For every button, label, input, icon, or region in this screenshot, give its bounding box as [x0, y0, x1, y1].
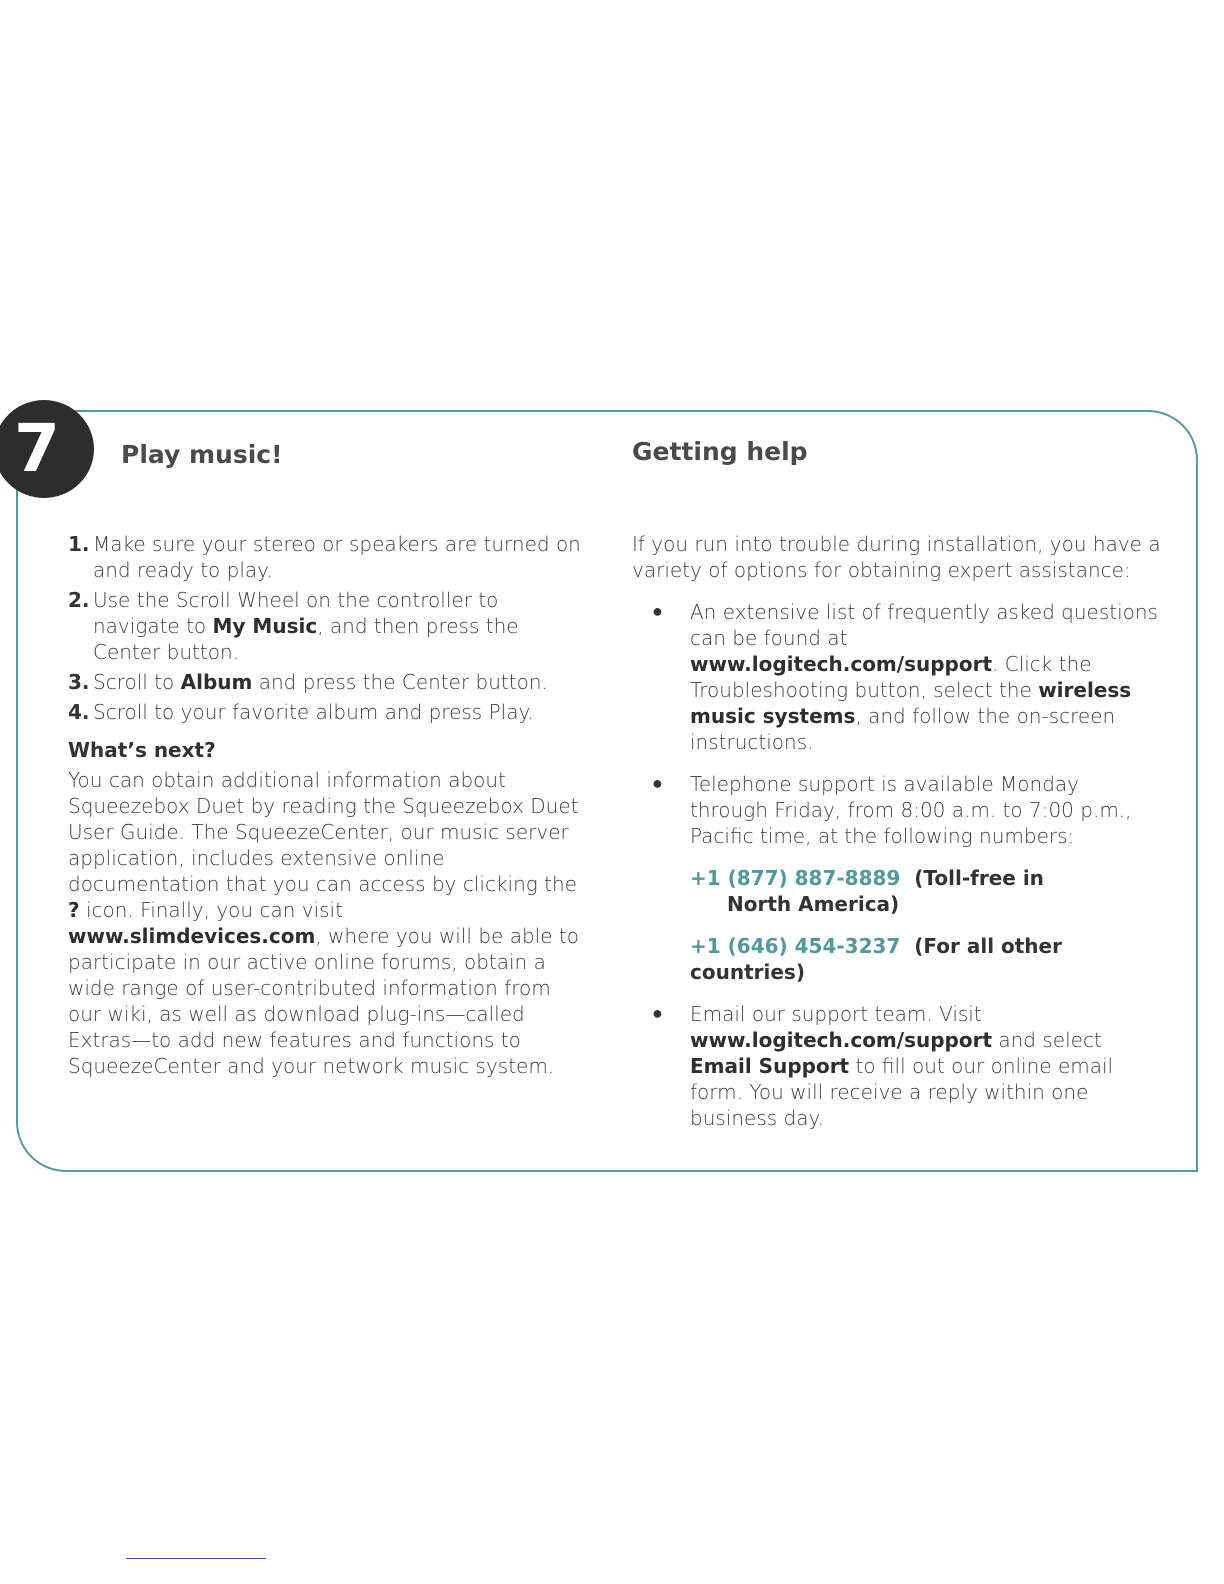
steps-list	[68, 531, 588, 725]
help-item-text	[690, 600, 1158, 754]
text-run: . Click the Troubleshooting button, select the	[690, 652, 1092, 702]
footer-rule	[126, 1558, 266, 1559]
text-run: and press the Center button.	[252, 670, 548, 694]
bullet-icon: ●	[652, 773, 663, 794]
whats-next-paragraph	[68, 767, 588, 1079]
phone-note: (Toll-free in	[914, 866, 1044, 890]
bold-text: www.slimdevices.com	[68, 924, 316, 948]
help-item-email	[632, 1001, 1162, 1131]
bullet-icon: ●	[652, 1003, 663, 1024]
phone-number[interactable]: +1 (877) 887-8889	[690, 866, 901, 890]
step-number: 2.	[68, 588, 90, 612]
phone-note: (For all other countries)	[690, 934, 1062, 984]
phone-line-international	[690, 933, 1162, 985]
help-item-faq	[632, 599, 1162, 755]
step-item	[68, 587, 588, 665]
step-number: 3.	[68, 670, 90, 694]
help-item-text	[690, 772, 1132, 848]
bold-text: My Music	[212, 614, 318, 638]
phone-note-cont: North America)	[727, 892, 900, 916]
text-run: , and then press the Center button.	[93, 614, 519, 664]
bold-text: wireless music systems	[690, 678, 1132, 728]
bold-text: www.logitech.com/support	[690, 652, 993, 676]
help-item-text	[690, 1002, 1113, 1130]
left-column	[68, 531, 588, 1079]
step-item	[68, 699, 588, 725]
step-number-badge: 7	[0, 400, 94, 498]
text-run: Scroll to your favorite album and press Play.	[93, 700, 534, 724]
bold-text: Album	[180, 670, 253, 694]
text-run: You can obtain additional information about Squeezebox Duet by reading the Squeezebox Duet User Guide. The SqueezeCenter, our music server application, includes extensive online documentation that you can access by clicking the	[68, 768, 579, 896]
help-intro: If you run into trouble during installation, you have a variety of options for obtaining expert assistance:	[632, 532, 1161, 582]
phone-line-toll-free	[690, 865, 1162, 917]
bold-text: www.logitech.com/support	[690, 1028, 993, 1052]
bullet-icon: ●	[652, 601, 663, 622]
text-run: Telephone support is available Monday through Friday, from 8:00 a.m. to 7:00 p.m., Pacific time, at the following numbers:	[690, 772, 1132, 848]
text-run: Use the Scroll Wheel on the controller to navigate to	[93, 588, 499, 638]
text-run: to fill out our online email form. You will receive a reply within one business day.	[690, 1054, 1114, 1130]
bold-text: Email Support	[690, 1054, 850, 1078]
text-run: , where you will be able to participate in our active online forums, obtain a wide range of user-contributed information from our wiki, as well as download plug-ins—called Extras—to add new features and functions to SqueezeCenter and your network music system.	[68, 924, 579, 1078]
step-item	[68, 531, 588, 583]
text-run: An extensive list of frequently asked questions can be found at	[690, 600, 1158, 650]
step-number: 4.	[68, 700, 90, 724]
text-run: and select	[992, 1028, 1102, 1052]
help-options-list	[632, 599, 1162, 1131]
text-run: , and follow the on-screen instructions.	[690, 704, 1116, 754]
whats-next-title: What’s next?	[68, 738, 216, 762]
text-run: icon. Finally, you can visit	[79, 898, 343, 922]
section-title-getting-help: Getting help	[632, 437, 808, 466]
text-run: Scroll to	[93, 670, 181, 694]
phone-number[interactable]: +1 (646) 454-3237	[690, 934, 901, 958]
text-run: Make sure your stereo or speakers are turned on and ready to play.	[93, 532, 581, 582]
help-item-telephone	[632, 771, 1162, 985]
text-run: Email our support team. Visit	[690, 1002, 982, 1026]
step-item	[68, 669, 588, 695]
right-column	[632, 531, 1162, 1147]
bold-text: ?	[68, 898, 80, 922]
step-number: 1.	[68, 532, 90, 556]
section-title-play-music: Play music!	[121, 440, 283, 469]
